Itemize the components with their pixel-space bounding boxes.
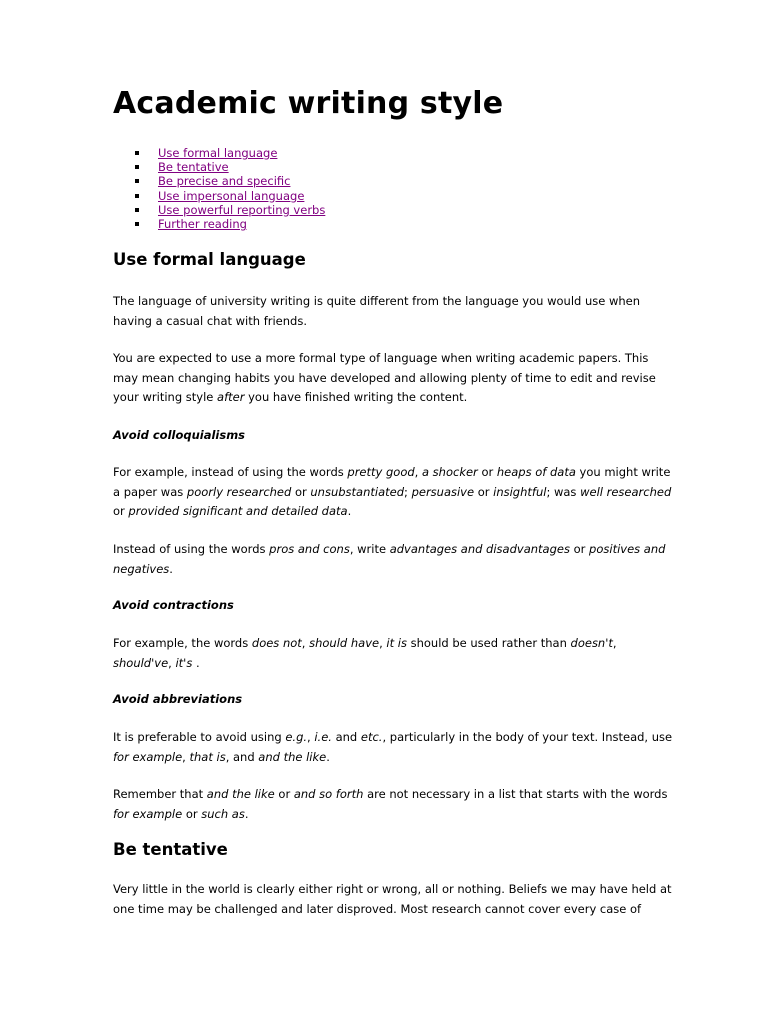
text-run: or bbox=[274, 787, 294, 801]
italic-term: does not bbox=[251, 636, 302, 650]
text-run: , bbox=[301, 636, 310, 650]
italic-term: should've bbox=[113, 655, 169, 670]
italic-term: should have bbox=[309, 636, 380, 650]
subheading-colloquialisms: Avoid colloquialisms bbox=[113, 428, 246, 442]
paragraph: You are expected to use a more formal type of language when writing academic papers. This may mean changing habits you have developed and allowing plenty of time to edit and revise your writing style after you have finished writing the content. bbox=[113, 351, 656, 404]
paragraph bbox=[113, 463, 673, 522]
italic-term: such as bbox=[201, 806, 245, 821]
toc-link-reporting-verbs[interactable]: Use powerful reporting verbs bbox=[158, 202, 326, 217]
text-run: or bbox=[569, 542, 590, 556]
text-run: , particularly in the body of your text. Instead, use bbox=[382, 730, 673, 744]
italic-term: pretty good bbox=[347, 465, 415, 479]
bullet-icon bbox=[135, 165, 139, 169]
italic-term: etc. bbox=[360, 730, 383, 744]
italic-term: i.e. bbox=[314, 730, 332, 744]
italic-term: it's bbox=[175, 655, 193, 670]
bullet-icon bbox=[135, 208, 139, 212]
text-run: , bbox=[168, 655, 176, 670]
italic-term: insightful bbox=[493, 484, 547, 499]
italic-term: persuasive bbox=[411, 484, 475, 499]
text-run: , bbox=[414, 465, 422, 479]
text-run: and bbox=[331, 730, 361, 744]
section-heading-tentative: Be tentative bbox=[113, 840, 228, 859]
text-run: . bbox=[326, 749, 330, 764]
toc-item bbox=[113, 160, 325, 174]
italic-term: that is bbox=[189, 749, 226, 764]
text-run: ; was bbox=[546, 484, 581, 499]
text-run: , bbox=[307, 730, 315, 744]
text-run: . bbox=[192, 655, 200, 670]
text-run: . bbox=[347, 504, 352, 518]
toc-link-impersonal-language[interactable]: Use impersonal language bbox=[158, 188, 305, 203]
paragraph bbox=[113, 634, 673, 673]
section-heading-formal: Use formal language bbox=[113, 250, 306, 269]
italic-term: e.g. bbox=[285, 730, 308, 744]
italic-term: for example bbox=[113, 806, 183, 821]
text-run: , bbox=[182, 749, 190, 764]
italic-term: and the like bbox=[258, 749, 327, 764]
toc-item bbox=[113, 203, 325, 217]
italic-term: positives and negatives bbox=[113, 542, 666, 576]
italic-term: pros and cons bbox=[269, 542, 350, 556]
text-run: or bbox=[477, 465, 497, 479]
bullet-icon bbox=[135, 222, 139, 226]
italic-term: unsubstantiated bbox=[310, 484, 405, 499]
text-run: or bbox=[474, 484, 494, 499]
text-run: you might write a paper was bbox=[113, 465, 671, 499]
bullet-icon bbox=[135, 151, 139, 155]
italic-term: well researched bbox=[580, 484, 672, 499]
table-of-contents bbox=[113, 146, 325, 231]
paragraph bbox=[113, 785, 673, 824]
italic-term: doesn't bbox=[570, 636, 613, 650]
italic-term: a shocker bbox=[421, 465, 478, 479]
italic-term: heaps of data bbox=[496, 465, 576, 479]
toc-item bbox=[113, 189, 325, 203]
text-run: For example, instead of using the words bbox=[113, 465, 348, 479]
italic-term: and the like bbox=[206, 787, 275, 801]
text-run: , bbox=[379, 636, 387, 650]
text-run: ; bbox=[404, 484, 412, 499]
toc-link-be-tentative[interactable]: Be tentative bbox=[158, 160, 229, 175]
paragraph: Very little in the world is clearly either right or wrong, all or nothing. Beliefs we may have held at one time may be challenged and later disproved. Most research cannot cover every case of bbox=[113, 882, 672, 916]
bullet-icon bbox=[135, 179, 139, 183]
text-run: . bbox=[169, 561, 173, 576]
text-run: or bbox=[113, 504, 129, 518]
paragraph bbox=[113, 540, 673, 579]
text-run: Instead of using the words bbox=[113, 542, 270, 556]
italic-term: provided significant and detailed data bbox=[128, 504, 348, 518]
toc-item bbox=[113, 217, 325, 231]
subheading-contractions: Avoid contractions bbox=[113, 598, 234, 612]
toc-link-further-reading[interactable]: Further reading bbox=[158, 216, 247, 231]
paragraph: The language of university writing is quite different from the language you would use when having a casual chat with friends. bbox=[113, 294, 641, 328]
text-run: , write bbox=[349, 542, 390, 556]
text-run: should be used rather than bbox=[406, 636, 571, 650]
toc-item bbox=[113, 174, 325, 188]
text-run: Remember that bbox=[113, 787, 207, 801]
text-run: or bbox=[291, 484, 311, 499]
text-run: are not necessary in a list that starts with the words bbox=[363, 787, 668, 801]
text-run: It is preferable to avoid using bbox=[113, 730, 286, 744]
toc-item bbox=[113, 146, 325, 160]
text-run: For example, the words bbox=[113, 636, 252, 650]
bullet-icon bbox=[135, 194, 139, 198]
italic-term: poorly researched bbox=[186, 484, 292, 499]
paragraph bbox=[113, 728, 673, 767]
text-run: , bbox=[612, 636, 617, 650]
italic-term: for example bbox=[113, 749, 183, 764]
toc-link-formal-language[interactable]: Use formal language bbox=[158, 146, 278, 160]
italic-term: advantages and disadvantages bbox=[389, 542, 570, 556]
italic-term: it is bbox=[386, 636, 407, 650]
subheading-abbreviations: Avoid abbreviations bbox=[113, 692, 243, 706]
page-title: Academic writing style bbox=[113, 86, 504, 121]
toc-link-precise-specific[interactable]: Be precise and specific bbox=[158, 174, 291, 189]
text-run: or bbox=[182, 806, 202, 821]
text-run: . bbox=[244, 806, 249, 821]
italic-term: and so forth bbox=[293, 787, 364, 801]
text-run: , and bbox=[225, 749, 259, 764]
